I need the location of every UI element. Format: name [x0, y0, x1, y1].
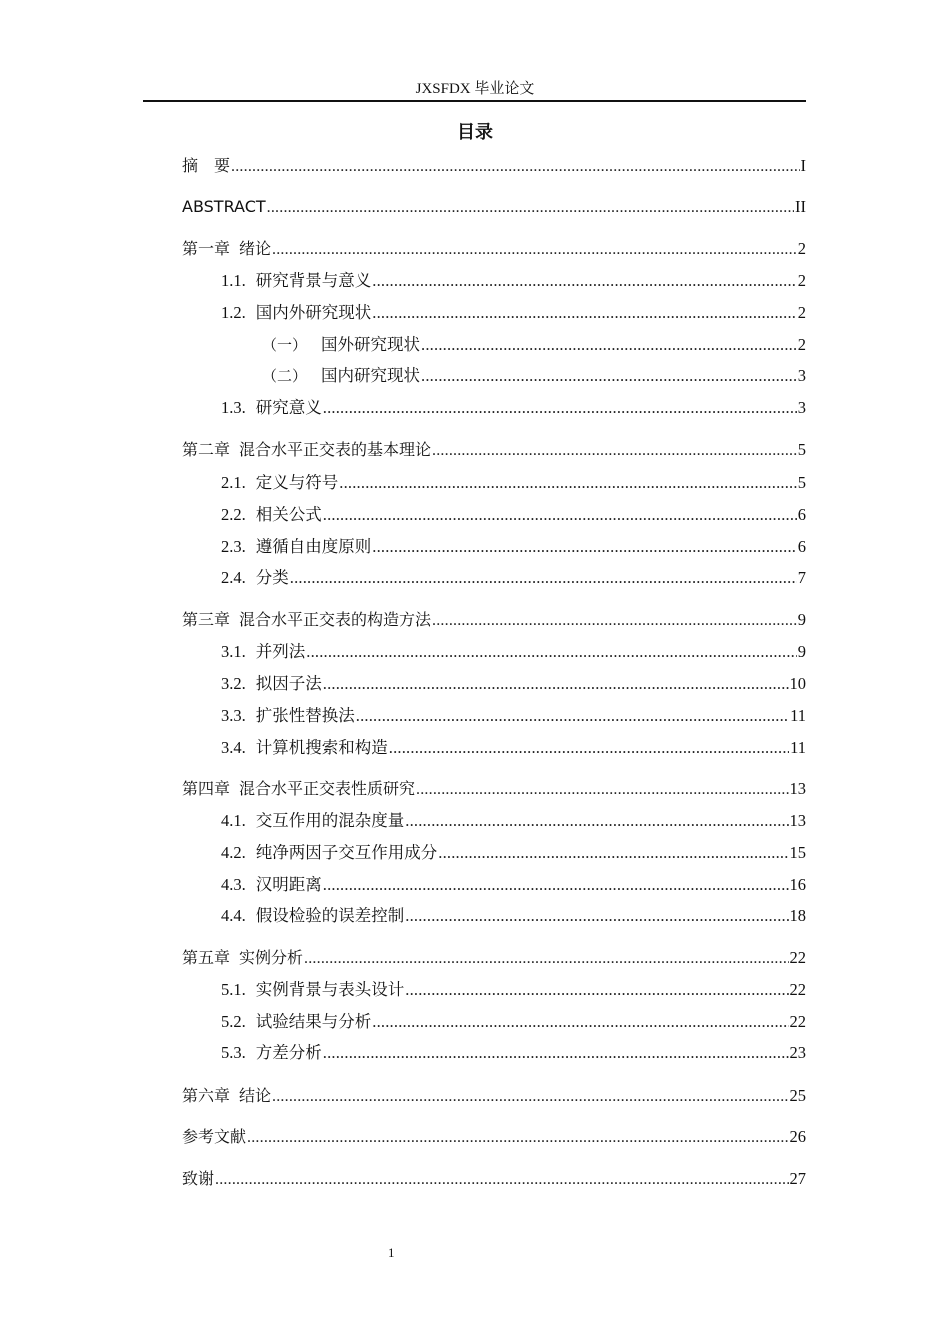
dot-leader — [389, 737, 789, 759]
toc-entry-page: 13 — [789, 779, 806, 798]
toc-entry-page: 3 — [797, 398, 806, 417]
toc-entry-label: 并列法 — [255, 642, 306, 661]
toc-entry-page: 16 — [789, 875, 806, 894]
dot-leader — [405, 905, 788, 927]
dot-leader — [438, 842, 788, 864]
header-rule — [143, 100, 806, 102]
toc-entry-label: 分类 — [255, 568, 289, 587]
toc-entry-label: 汉明距离 — [255, 875, 322, 894]
toc-entry[interactable] — [221, 905, 806, 927]
toc-entry[interactable] — [221, 810, 806, 832]
dot-leader — [267, 197, 794, 219]
dot-leader — [323, 397, 797, 419]
toc-entry-label: 拟因子法 — [255, 674, 322, 693]
toc-entry-page: II — [795, 197, 806, 216]
toc-entry-number: 5.3. — [221, 1043, 246, 1062]
toc-entry-number: 第六章 — [182, 1086, 231, 1105]
toc-entry-label: 研究背景与意义 — [255, 271, 372, 290]
toc-entry[interactable] — [262, 334, 806, 356]
toc-entry[interactable] — [221, 641, 806, 663]
toc-entry-label: 假设检验的误差控制 — [255, 906, 405, 925]
toc-entry-number: 4.3. — [221, 875, 246, 894]
toc-entry-label: 遵循自由度原则 — [255, 537, 372, 556]
toc-entry-page: 2 — [797, 335, 806, 354]
toc-entry-label: 研究意义 — [255, 398, 322, 417]
toc-entry-number: 4.1. — [221, 811, 246, 830]
toc-entry-number: 2.3. — [221, 537, 246, 556]
toc-title: 目录 — [457, 122, 493, 143]
toc-entry[interactable] — [221, 842, 806, 864]
dot-leader — [339, 472, 797, 494]
dot-leader — [372, 1011, 788, 1033]
dot-leader — [272, 239, 797, 261]
toc-entry-page: 5 — [797, 473, 806, 492]
dot-leader — [356, 705, 789, 727]
dot-leader — [323, 1042, 789, 1064]
dot-leader — [215, 1169, 788, 1191]
toc-entry[interactable] — [262, 365, 806, 387]
toc-entry-number: 第二章 — [182, 440, 231, 459]
toc-entry-label: ABSTRACT — [182, 197, 266, 216]
page-number: 1 — [388, 1245, 395, 1260]
toc-entry[interactable] — [221, 504, 806, 526]
toc-entry-number: 第一章 — [182, 239, 231, 258]
dot-leader — [323, 673, 789, 695]
toc-entry-label: 混合水平正交表的基本理论 — [239, 440, 432, 459]
toc-entry-number: 4.2. — [221, 843, 246, 862]
toc-entry[interactable] — [221, 874, 806, 896]
toc-entry-label: 国内外研究现状 — [255, 303, 372, 322]
toc-entry[interactable] — [182, 1126, 806, 1148]
toc-entry-page: 13 — [789, 811, 806, 830]
toc-entry[interactable] — [182, 196, 806, 218]
toc-entry-page: 25 — [789, 1086, 806, 1105]
toc-entry[interactable] — [221, 1011, 806, 1033]
toc-entry-page: 11 — [790, 738, 806, 757]
toc-entry-label: 定义与符号 — [255, 473, 339, 492]
toc-entry-label: 国外研究现状 — [321, 335, 421, 354]
toc-entry[interactable] — [221, 673, 806, 695]
dot-leader — [421, 334, 797, 356]
dot-leader — [432, 440, 797, 462]
toc-entry-label: 混合水平正交表的构造方法 — [239, 610, 432, 629]
dot-leader — [372, 536, 797, 558]
toc-entry-number: 4.4. — [221, 906, 246, 925]
toc-entry-label: 参考文献 — [182, 1127, 247, 1146]
toc-entry-label: 纯净两因子交互作用成分 — [255, 843, 438, 862]
toc-entry-number: 5.1. — [221, 980, 246, 999]
toc-entry[interactable] — [182, 238, 806, 260]
dot-leader — [405, 810, 788, 832]
toc-entry[interactable] — [221, 979, 806, 1001]
toc-entry-number: 2.4. — [221, 568, 246, 587]
toc-entry-number: 2.1. — [221, 473, 246, 492]
toc-entry-label: 计算机搜索和构造 — [255, 738, 388, 757]
page-header: JXSFDX 毕业论文 — [415, 81, 535, 97]
toc-entry-page: 2 — [797, 303, 806, 322]
toc-entry-page: 23 — [789, 1043, 806, 1062]
dot-leader — [323, 504, 797, 526]
toc-entry-number: 3.4. — [221, 738, 246, 757]
dot-leader — [421, 365, 797, 387]
toc-entry-page: 6 — [797, 537, 806, 556]
toc-entry-label: 结论 — [239, 1086, 272, 1105]
toc-entry-label: 扩张性替换法 — [255, 706, 355, 725]
toc-entry[interactable] — [182, 947, 806, 969]
toc-entry-number: 3.1. — [221, 642, 246, 661]
dot-leader — [416, 779, 788, 801]
toc-entry[interactable] — [221, 1042, 806, 1064]
toc-entry-number: 1.3. — [221, 398, 246, 417]
toc-entry-page: 7 — [797, 568, 806, 587]
toc-entry-page: 6 — [797, 505, 806, 524]
toc-entry[interactable] — [182, 1085, 806, 1107]
toc-entry-page: 22 — [789, 948, 806, 967]
toc-entry[interactable] — [221, 302, 806, 324]
toc-entry[interactable] — [221, 270, 806, 292]
toc-entry[interactable] — [221, 705, 806, 727]
toc-entry-page: 27 — [789, 1169, 806, 1188]
toc-entry-number: 第五章 — [182, 948, 231, 967]
toc-entry-page: 3 — [797, 366, 806, 385]
toc-entry[interactable] — [221, 567, 806, 589]
toc-entry-page: 15 — [789, 843, 806, 862]
toc-entry-page: 5 — [797, 440, 806, 459]
toc-entry[interactable] — [182, 609, 806, 631]
toc-entry-number: 3.2. — [221, 674, 246, 693]
toc-entry-page: 9 — [797, 642, 806, 661]
toc-entry-number: 3.3. — [221, 706, 246, 725]
toc-entry-number: 1.1. — [221, 271, 246, 290]
toc-entry-number: （一） — [262, 336, 308, 354]
toc-entry[interactable] — [221, 472, 806, 494]
toc-entry-label: 试验结果与分析 — [255, 1012, 372, 1031]
toc-entry-number: 5.2. — [221, 1012, 246, 1031]
toc-entry-page: 9 — [797, 610, 806, 629]
dot-leader — [306, 641, 797, 663]
toc-entry-label: 方差分析 — [255, 1043, 322, 1062]
toc-entry-number: 第四章 — [182, 779, 231, 798]
toc-entry-page: 22 — [789, 1012, 806, 1031]
toc-entry[interactable] — [221, 397, 806, 419]
toc-entry[interactable] — [182, 155, 806, 177]
toc-entry-page: I — [800, 156, 806, 175]
toc-entry-label: 实例分析 — [239, 948, 304, 967]
toc-entry-number: 1.2. — [221, 303, 246, 322]
dot-leader — [405, 979, 788, 1001]
toc-entry-page: 11 — [790, 706, 806, 725]
dot-leader — [323, 874, 789, 896]
toc-entry[interactable] — [182, 778, 806, 800]
dot-leader — [372, 302, 797, 324]
toc-entry-page: 18 — [789, 906, 806, 925]
dot-leader — [272, 1086, 788, 1108]
dot-leader — [372, 270, 797, 292]
toc-entry-number: 第三章 — [182, 610, 231, 629]
toc-entry-number: （二） — [262, 367, 308, 385]
toc-entry-page: 2 — [797, 239, 806, 258]
dot-leader — [304, 948, 788, 970]
toc-entry[interactable] — [221, 536, 806, 558]
toc-entry-label: 绪论 — [239, 239, 272, 258]
dot-leader — [231, 156, 799, 178]
toc-entry-number: 2.2. — [221, 505, 246, 524]
toc-entry-page: 22 — [789, 980, 806, 999]
toc-entry[interactable] — [182, 1168, 806, 1190]
toc-entry[interactable] — [221, 737, 806, 759]
toc-entry-label: 致谢 — [182, 1169, 215, 1188]
toc-entry-label: 摘 要 — [182, 156, 231, 175]
toc-entry-page: 2 — [797, 271, 806, 290]
toc-entry-label: 交互作用的混杂度量 — [255, 811, 405, 830]
toc-entry-page: 10 — [789, 674, 806, 693]
toc-entry-label: 相关公式 — [255, 505, 322, 524]
toc-entry-label: 混合水平正交表性质研究 — [239, 779, 416, 798]
dot-leader — [290, 567, 797, 589]
toc-entry-label: 国内研究现状 — [321, 366, 421, 385]
toc-entry[interactable] — [182, 439, 806, 461]
toc-entry-page: 26 — [789, 1127, 806, 1146]
dot-leader — [247, 1127, 788, 1149]
dot-leader — [432, 610, 797, 632]
toc-entry-label: 实例背景与表头设计 — [255, 980, 405, 999]
